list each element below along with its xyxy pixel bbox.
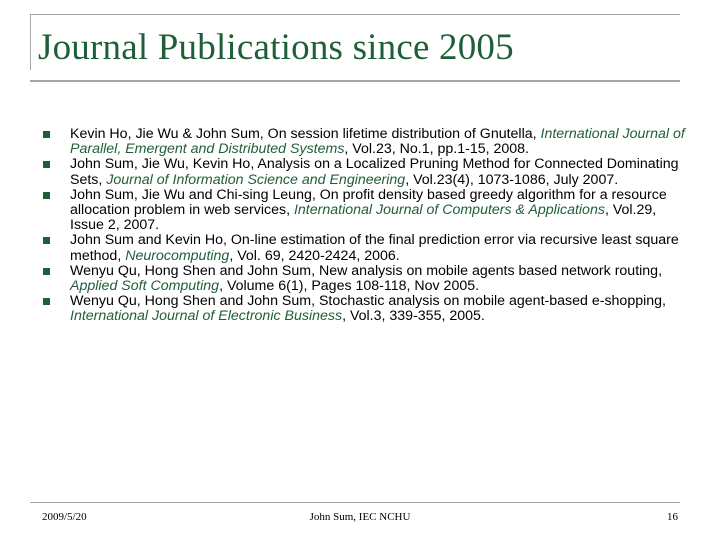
title-underline bbox=[30, 80, 680, 82]
square-bullet-icon bbox=[43, 192, 50, 199]
slide-title: Journal Publications since 2005 bbox=[38, 27, 514, 68]
publication-details: , Volume 6(1), Pages 108-118, Nov 2005. bbox=[219, 278, 480, 295]
publication-authors-title: Kevin Ho, Jie Wu & John Sum, On session lifetime distribution of Gnutella, bbox=[70, 126, 541, 142]
publication-item bbox=[40, 264, 685, 294]
page-number: 16 bbox=[667, 511, 678, 523]
footer-date: 2009/5/20 bbox=[42, 511, 87, 523]
publication-details: , Vol.3, 339-355, 2005. bbox=[342, 308, 485, 325]
publication-journal: International Journal of Parallel, Emergent and Distributed Systems bbox=[70, 126, 685, 158]
publication-journal: Applied Soft Computing bbox=[70, 278, 220, 295]
publication-details: , Vol.29, Issue 2, 2007. bbox=[70, 202, 657, 234]
footer-author: John Sum, IEC NCHU bbox=[309, 511, 411, 523]
publication-item bbox=[40, 188, 685, 234]
title-frame-top-line bbox=[30, 14, 680, 15]
publication-journal: Neurocomputing bbox=[125, 247, 230, 264]
square-bullet-icon bbox=[43, 131, 50, 138]
publication-details: , Vol.23, No.1, pp.1-15, 2008. bbox=[344, 141, 529, 158]
publication-authors-title: John Sum, Jie Wu, Kevin Ho, Analysis on a Localized Pruning Method for Connected Dominating Sets, bbox=[70, 156, 679, 188]
square-bullet-icon bbox=[43, 237, 50, 244]
publication-authors-title: John Sum, Jie Wu and Chi-sing Leung, On profit density based greedy algorithm for a resource allocation problem in web services, bbox=[70, 186, 667, 219]
square-bullet-icon bbox=[43, 161, 50, 168]
publication-journal: International Journal of Computers & Applications bbox=[293, 202, 605, 219]
publication-authors-title: Wenyu Qu, Hong Shen and John Sum, New analysis on mobile agents based network routing, bbox=[70, 262, 663, 279]
publication-authors-title: Wenyu Qu, Hong Shen and John Sum, Stochastic analysis on mobile agent-based e-shopping, bbox=[70, 293, 666, 310]
footer-divider bbox=[30, 502, 680, 503]
square-bullet-icon bbox=[43, 268, 50, 275]
publication-journal: Journal of Information Science and Engineering bbox=[106, 171, 406, 188]
publication-journal: International Journal of Electronic Business bbox=[70, 308, 343, 325]
title-frame-left-line bbox=[30, 14, 31, 70]
publication-details: , Vol. 69, 2420-2424, 2006. bbox=[229, 247, 400, 264]
square-bullet-icon bbox=[43, 298, 50, 305]
publication-item bbox=[40, 127, 685, 157]
publication-item bbox=[40, 233, 685, 263]
publication-item bbox=[40, 157, 685, 187]
publication-details: , Vol.23(4), 1073-1086, July 2007. bbox=[405, 171, 619, 188]
publication-list bbox=[40, 127, 685, 325]
publication-item bbox=[40, 294, 685, 324]
publication-authors-title: John Sum and Kevin Ho, On-line estimation of the final prediction error via recursive least square method, bbox=[70, 232, 679, 264]
